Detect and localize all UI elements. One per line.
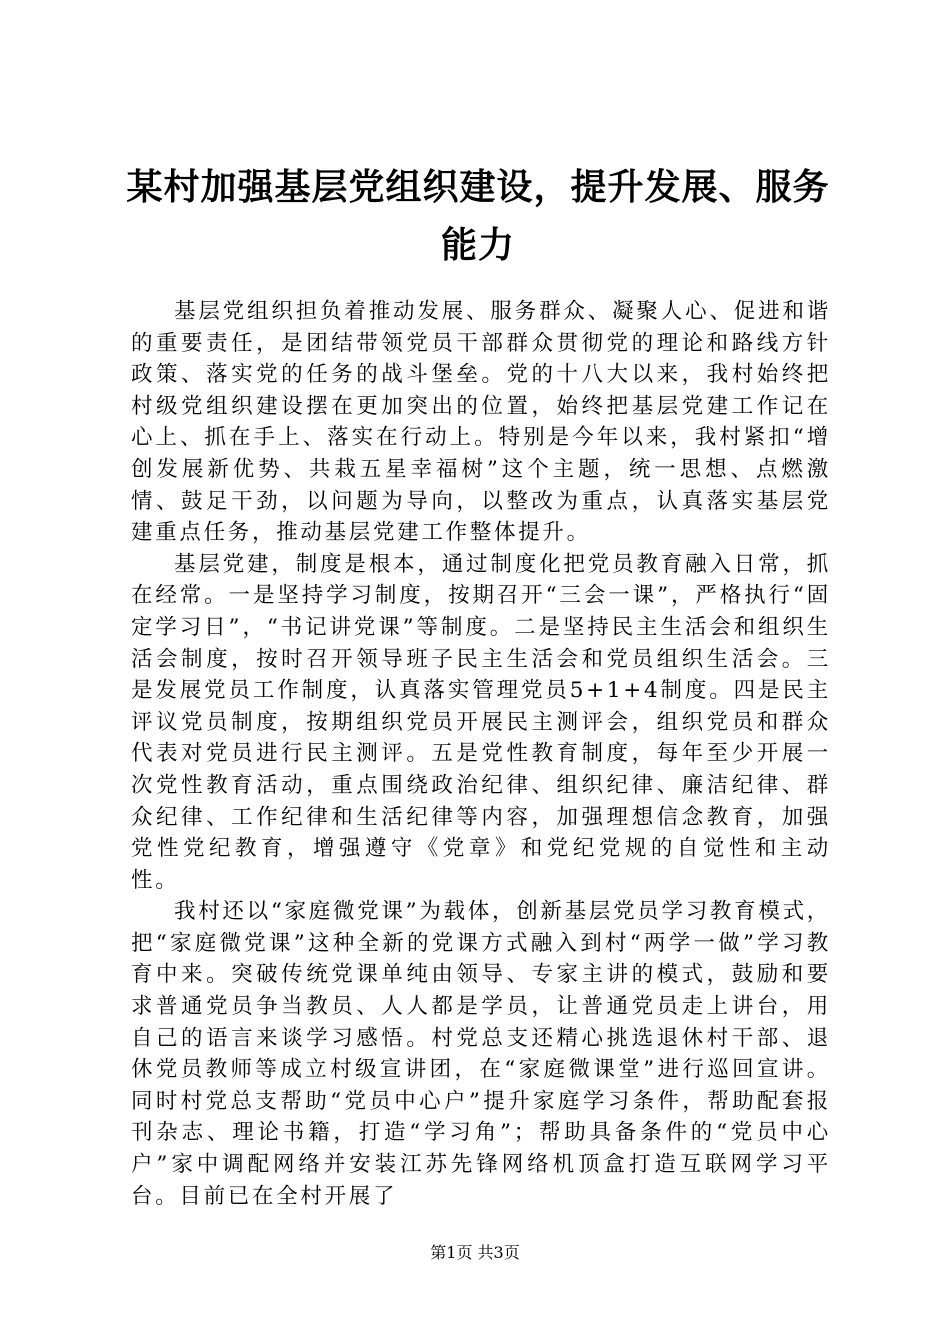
paragraph-3: 我村还以“家庭微党课”为载体，创新基层党员学习教育模式，把“家庭微党课”这种全新的党课方式融入到村“两学一做”学习教育中来。突破传统党课单纯由领导、专家主讲的模式，鼓励和要求普通党员争当教员、人人都是学员，让普通党员走上讲台，用自己的语言来谈学习感悟。村党总支还精心挑选退休村干部、退休党员教师等成立村级宣讲团，在“家庭微课堂”进行巡回宣讲。同时村党总支帮助“党员中心户”提升家庭学习条件，帮助配套报刊杂志、理论书籍，打造“学习角”；帮助具备条件的“党员中心户”家中调配网络并安装江苏先锋网络机顶盒打造互联网学习平台。目前已在全村开展了 xyxy=(131,899,831,1209)
paragraph-2: 基层党建，制度是根本，通过制度化把党员教育融入日常，抓在经常。一是坚持学习制度，按期召开“三会一课”，严格执行“固定学习日”，“书记讲党课”等制度。二是坚持民主生活会和组织生活会制度，按时召开领导班子民主生活会和党员组织生活会。三是发展党员工作制度，认真落实管理党员5+1+4制度。四是民主评议党员制度，按期组织党员开展民主测评会，组织党员和群众代表对党员进行民主测评。五是党性教育制度，每年至少开展一次党性教育活动，重点围绕政治纪律、组织纪律、廉洁纪律、群众纪律、工作纪律和生活纪律等内容，加强理想信念教育，加强党性党纪教育，增强遵守《党章》和党纪党规的自觉性和主动性。 xyxy=(131,551,831,893)
page-number-footer: 第1页 共3页 xyxy=(430,1243,520,1262)
document-body xyxy=(131,296,831,1212)
paragraph-1: 基层党组织担负着推动发展、服务群众、凝聚人心、促进和谐的重要责任，是团结带领党员干部群众贯彻党的理论和路线方针政策、落实党的任务的战斗堡垒。党的十八大以来，我村始终把村级党组织建设摆在更加突出的位置，始终把基层党建工作记在心上、抓在手上、落实在行动上。特别是今年以来，我村紧扣“增创发展新优势、共栽五星幸福树”这个主题，统一思想、点燃激情、鼓足干劲，以问题为导向，以整改为重点，认真落实基层党建重点任务，推动基层党建工作整体提升。 xyxy=(131,299,831,546)
document-title: 某村加强基层党组织建设，提升发展、服务能力 xyxy=(126,166,830,266)
